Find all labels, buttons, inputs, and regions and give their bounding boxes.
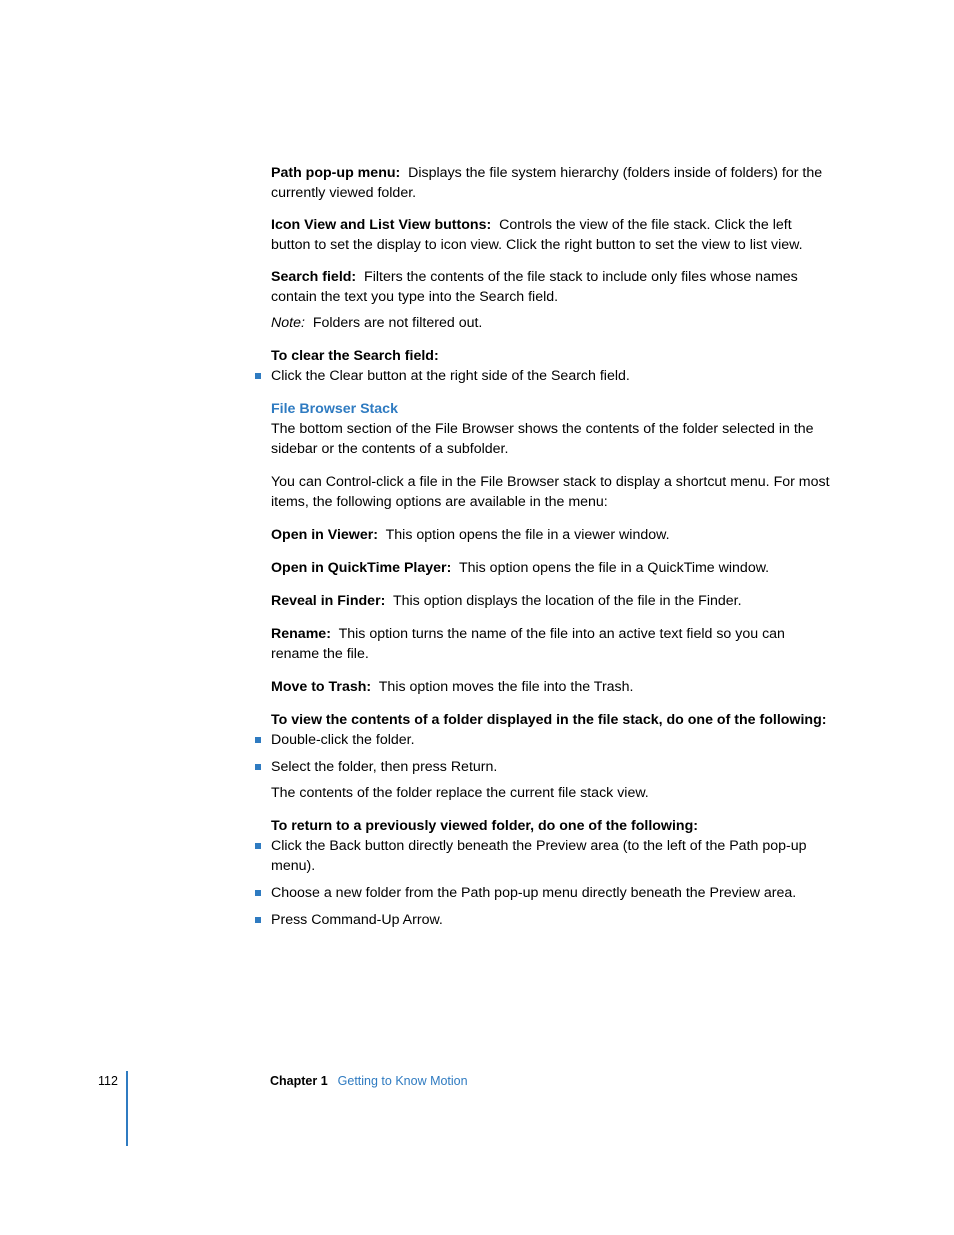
definition-term: Open in Viewer:	[271, 527, 378, 543]
task-view-folder-list	[271, 730, 831, 777]
task-result-text: The contents of the folder replace the current file stack view.	[271, 785, 649, 801]
square-bullet-icon	[255, 737, 261, 743]
list-item-text: Choose a new folder from the Path pop-up menu directly beneath the Preview area.	[271, 885, 797, 901]
definition-text: This option opens the file in a QuickTime window.	[458, 560, 770, 576]
list-item-text: Select the folder, then press Return.	[271, 759, 498, 775]
chapter-title: Getting to Know Motion	[337, 1074, 468, 1088]
definition-view-buttons	[271, 215, 831, 255]
square-bullet-icon	[255, 764, 261, 770]
list-item	[271, 366, 831, 386]
definition-term: Path pop-up menu:	[271, 165, 401, 181]
definition-term: Reveal in Finder:	[271, 593, 386, 609]
definition-text: This option turns the name of the file into an active text field so you can rename the file.	[271, 626, 785, 662]
definition-path-popup	[271, 163, 831, 203]
task-heading-clear-search: To clear the Search field:	[271, 348, 439, 364]
definition-reveal-in-finder	[271, 591, 831, 611]
definition-move-to-trash	[271, 677, 831, 697]
footer-divider	[126, 1071, 128, 1146]
list-item-text: Press Command-Up Arrow.	[271, 912, 443, 928]
note-term: Note:	[271, 315, 305, 331]
section-heading: File Browser Stack	[271, 401, 398, 417]
list-item-text: Click the Back button directly beneath the Preview area (to the left of the Path pop-up menu).	[271, 838, 807, 874]
list-item-text: Double-click the folder.	[271, 732, 415, 748]
list-item-text: Click the Clear button at the right side of the Search field.	[271, 368, 630, 384]
definition-open-in-quicktime	[271, 558, 831, 578]
definition-text: Filters the contents of the file stack to include only files whose names contain the text you type into the Search field.	[271, 269, 798, 305]
definition-search-field	[271, 267, 831, 307]
list-item	[271, 910, 831, 930]
square-bullet-icon	[255, 890, 261, 896]
page-content	[271, 163, 831, 930]
definition-text: This option displays the location of the file in the Finder.	[392, 593, 742, 609]
section-paragraph: The bottom section of the File Browser shows the contents of the folder selected in the sidebar or the contents of a subfolder.	[271, 421, 814, 457]
list-item	[271, 730, 831, 750]
square-bullet-icon	[255, 843, 261, 849]
list-item	[271, 883, 831, 903]
note	[271, 313, 831, 333]
definition-rename	[271, 624, 831, 664]
task-return-folder-list	[271, 836, 831, 930]
list-item	[271, 757, 831, 777]
definition-text: Displays the file system hierarchy (folders inside of folders) for the currently viewed folder.	[271, 165, 823, 201]
definition-term: Rename:	[271, 626, 331, 642]
task-heading-view-folder: To view the contents of a folder displayed in the file stack, do one of the following:	[271, 712, 827, 728]
definition-text: This option opens the file in a viewer window.	[385, 527, 670, 543]
note-text: Folders are not filtered out.	[312, 315, 483, 331]
definition-text: This option moves the file into the Trash.	[378, 679, 634, 695]
square-bullet-icon	[255, 917, 261, 923]
section-paragraph: You can Control-click a file in the File Browser stack to display a shortcut menu. For most items, the following options are available in the menu:	[271, 474, 830, 510]
definition-open-in-viewer	[271, 525, 831, 545]
square-bullet-icon	[255, 373, 261, 379]
chapter-label: Chapter 1	[270, 1074, 328, 1088]
definition-term: Move to Trash:	[271, 679, 372, 695]
definition-term: Search field:	[271, 269, 357, 285]
definition-text: Controls the view of the file stack. Click the left button to set the display to icon view. Click the right button to set the view to list view.	[271, 217, 803, 253]
task-heading-return-folder: To return to a previously viewed folder, do one of the following:	[271, 818, 698, 834]
definition-term: Open in QuickTime Player:	[271, 560, 452, 576]
task-clear-search-list	[271, 366, 831, 386]
page-number: 112	[98, 1074, 118, 1088]
footer-chapter	[270, 1071, 468, 1091]
definition-term: Icon View and List View buttons:	[271, 217, 492, 233]
list-item	[271, 836, 831, 876]
